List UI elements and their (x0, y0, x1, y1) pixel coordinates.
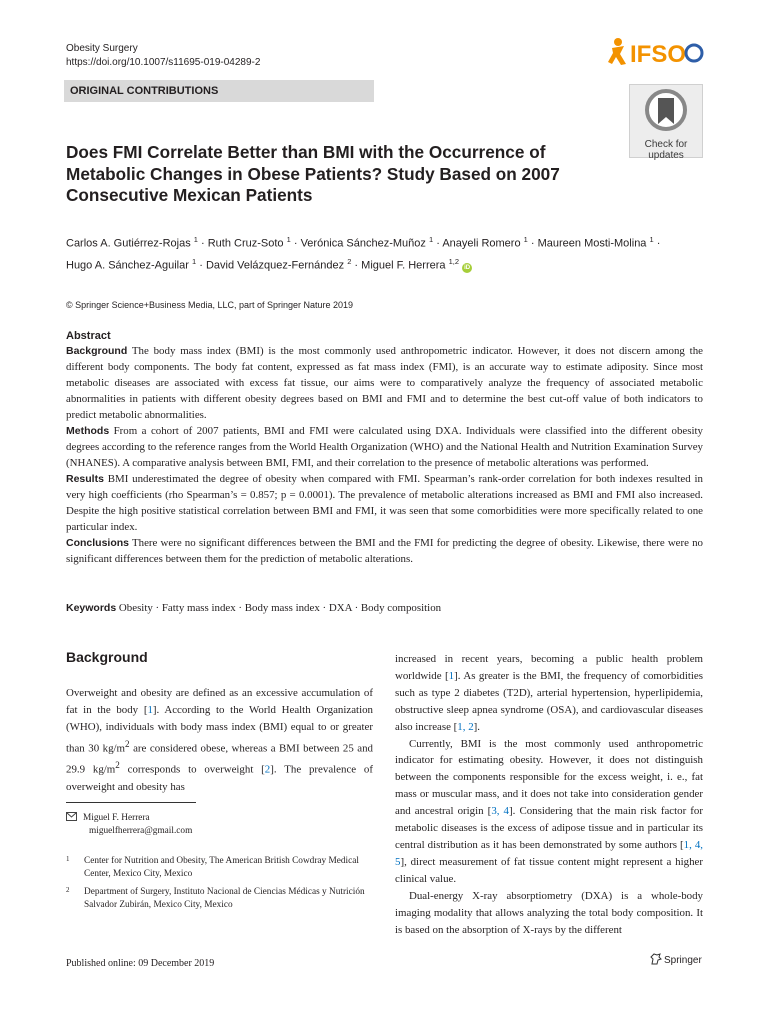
author-name[interactable]: Verónica Sánchez-Muñoz (300, 237, 426, 250)
body-text: ]. According to the World Health Organization (WHO), individuals with body mass index (BMI) equal to or greater than 30 kg/m (66, 703, 373, 755)
article-title: Does FMI Correlate Better than BMI with the Occurrence of Metabolic Changes in Obese Patients? Study Based on 2007 Consecutive Mexican Patients (66, 142, 560, 205)
footnote-divider (66, 802, 196, 803)
logo-text: IFSO (630, 41, 687, 68)
citation-link[interactable]: 1, 2 (457, 720, 474, 733)
author-line-2: Hugo A. Sánchez-Aguilar $^1$ · David Velázquez-Fernández $^2$ · Miguel F. Herrera $^{1,2}$ iD (66, 256, 471, 272)
affiliation-2: Department of Surgery, Instituto Nacional de Ciencias Médicas y Nutrición Salvador Zubirán, Mexico City, Mexico (84, 887, 365, 910)
abstract-results-label: Results (66, 473, 104, 485)
keywords-label: Keywords (66, 602, 117, 614)
section-banner: ORIGINAL CONTRIBUTIONS (64, 80, 374, 102)
copyright-text: Springer Science+Business Media, LLC, part of Springer Nature 2019 (75, 300, 354, 310)
publisher-name: Springer (664, 955, 702, 966)
abstract-background-text: The body mass index (BMI) is the most commonly used anthropometric indicator. However, it does not discern among the different body components. The body fat content, expressed as fat mass index (FMI), is an accurate way to estimate adiposity. Since most metabolic diseases are associated with excess fat tissue, our aims were to comparatively analyze the frequency of associated metabolic abnormalities in patients with different obesity degrees based on BMI and FMI and to determine the best cut-off value of both indicators to predict metabolic abnormalities. (66, 345, 703, 421)
check-for-updates-label: Check for updates (644, 139, 688, 161)
author-name[interactable]: Anayeli Romero (442, 237, 521, 250)
affiliation-number: 2 (66, 886, 70, 894)
author-affiliation: 1 (428, 235, 434, 244)
body-text: Overweight and obesity are defined as an excessive accumulation of fat in the body [ (66, 687, 373, 716)
journal-name: Obesity Surgery (66, 43, 138, 54)
citation-link[interactable]: 1 (448, 669, 455, 682)
doi-link[interactable]: https://doi.org/10.1007/s11695-019-04289-2 (66, 57, 261, 68)
body-text: ]. The prevalence of overweight and obesity has (66, 763, 374, 793)
paragraph: Dual-energy X-ray absorptiometry (DXA) is a whole-body imaging modality that allows analyzing the total body composition. It is based on the absorption of X-rays by the different (395, 889, 703, 936)
paragraph (395, 736, 703, 888)
copyright-notice (66, 299, 353, 311)
abstract-results-text: BMI underestimated the degree of obesity when compared with FMI. Spearman’s rank-order correlation for both indexes resulted in very high coefficients (rho Spearman’s = 0.857; p = 0.0001). The prevalence of metabolic alterations increased as BMI and FMI also increased. Despite the high positive statistical correlation between BMI and FMI, it was seen that some comorbidities were more specifically related to one particular index. (66, 473, 703, 533)
copyright-icon: © (66, 300, 73, 310)
affiliation-number: 1 (66, 855, 70, 863)
abstract-heading: Abstract (66, 330, 111, 342)
springer-horse-icon (650, 953, 662, 965)
body-text: corresponds to overweight [ (119, 763, 265, 776)
author-name[interactable]: Carlos A. Gutiérrez-Rojas (66, 237, 191, 250)
abstract-conclusions-label: Conclusions (66, 537, 130, 549)
abstract-conclusions-text: There were no significant differences between the BMI and the FMI for predicting the degree of obesity. Likewise, there were no significant differences between them for the prediction of metabolic alterations. (66, 537, 704, 565)
author-affiliation: 1 (649, 235, 654, 244)
orcid-icon[interactable]: iD (464, 265, 471, 272)
author-affiliation: 1 (286, 235, 291, 244)
author-affiliation: 1 (523, 235, 528, 244)
author-list (66, 231, 716, 274)
author-line-1: Carlos A. Gutiérrez-Rojas $^1$ · Ruth Cruz-Soto $^1$ · Verónica Sánchez-Muñoz $^1$ · Anayeli Romero $^1$ · Maureen Mosti-Molina $^1$ · (66, 235, 661, 250)
paragraph (395, 651, 703, 736)
journal-header (66, 42, 260, 70)
superscript: 2 (115, 760, 120, 771)
publisher-logo (650, 953, 702, 966)
author-affiliation: 2 (347, 256, 352, 266)
body-right-column (395, 651, 703, 938)
keywords (66, 600, 441, 616)
citation-link[interactable]: 1 (147, 703, 153, 716)
affiliation-1: Center for Nutrition and Obesity, The American British Cowdray Medical Center, Mexico City, Mexico (84, 856, 359, 879)
citation-link[interactable]: 1, 4, 5 (395, 838, 703, 868)
author-name[interactable]: Hugo A. Sánchez-Aguilar (66, 259, 189, 272)
author-affiliation: 1 (193, 235, 198, 244)
body-text: are considered obese, whereas a BMI between 25 and 29.9 kg/m (66, 742, 373, 776)
author-name[interactable]: Ruth Cruz-Soto (207, 237, 284, 250)
check-for-updates-badge[interactable] (629, 84, 703, 161)
citation-link[interactable]: 2 (264, 763, 271, 776)
ifso-logo-icon (608, 36, 704, 68)
author-affiliation: 1,2 (448, 256, 460, 266)
abstract-background (66, 343, 703, 423)
author-name[interactable]: David Velázquez-Fernández (205, 259, 345, 272)
correspondence-block (66, 812, 192, 838)
abstract-methods-text: From a cohort of 2007 patients, BMI and FMI were calculated using DXA. Individuals were classified into the different obesity degrees according to the reference ranges from the World Health Organization (WHO) and the National Health and Nutrition Examination Survey (NHANES). A comparative analysis between BMI, FMI, and their correlation to the presence of metabolic alterations was performed. (66, 425, 703, 469)
ifso-logo (608, 36, 704, 68)
superscript: 2 (125, 738, 130, 749)
envelope-icon (66, 812, 77, 821)
abstract-results (66, 471, 703, 535)
section-heading-background: Background (66, 649, 148, 665)
abstract (66, 329, 703, 567)
keywords-text: Obesity · Fatty mass index · Body mass index · DXA · Body composition (118, 602, 442, 614)
corresponding-author: Miguel F. Herrera (83, 813, 150, 823)
abstract-background-label: Background (66, 345, 128, 357)
body-text: ], direct measurement of fat tissue content might represent a higher clinical value. (395, 855, 703, 885)
abstract-methods (66, 423, 703, 471)
abstract-methods-label: Methods (66, 425, 110, 437)
body-left-column (66, 685, 373, 796)
abstract-conclusions (66, 535, 703, 567)
body-text: ]. As greater is the BMI, the frequency of comorbidities such as type 2 diabetes (T2D), arterial hypertension, hyperlipidemia, obstructive sleep apnea syndrome (OSA), and cardiovascular diseases also increase [ (395, 669, 703, 733)
body-text: increased in recent years, becoming a public health problem worldwide [ (395, 653, 703, 682)
author-name[interactable]: Maureen Mosti-Molina (537, 237, 647, 250)
citation-link[interactable]: 3, 4 (491, 805, 510, 818)
body-text: ]. (473, 720, 480, 733)
author-name[interactable]: Miguel F. Herrera (361, 259, 446, 272)
bookmark-icon (644, 88, 688, 132)
published-date: Published online: 09 December 2019 (66, 958, 215, 969)
author-affiliation: 1 (191, 256, 197, 266)
body-text: ]. Considering that the main risk factor for metabolic diseases is the excess of adipose tissue and in particular its central distribution as it has been demonstrated by some authors [ (395, 805, 703, 851)
body-text: Currently, BMI is the most commonly used anthropometric indicator for estimating obesity. However, it does not distinguish between the components responsible for the excess weight, i. e., fat mass or muscular mass, and it does not take into consideration gender and ancestral origin [ (395, 737, 703, 818)
corresponding-email[interactable]: miguelfherrera@gmail.com (89, 826, 193, 836)
